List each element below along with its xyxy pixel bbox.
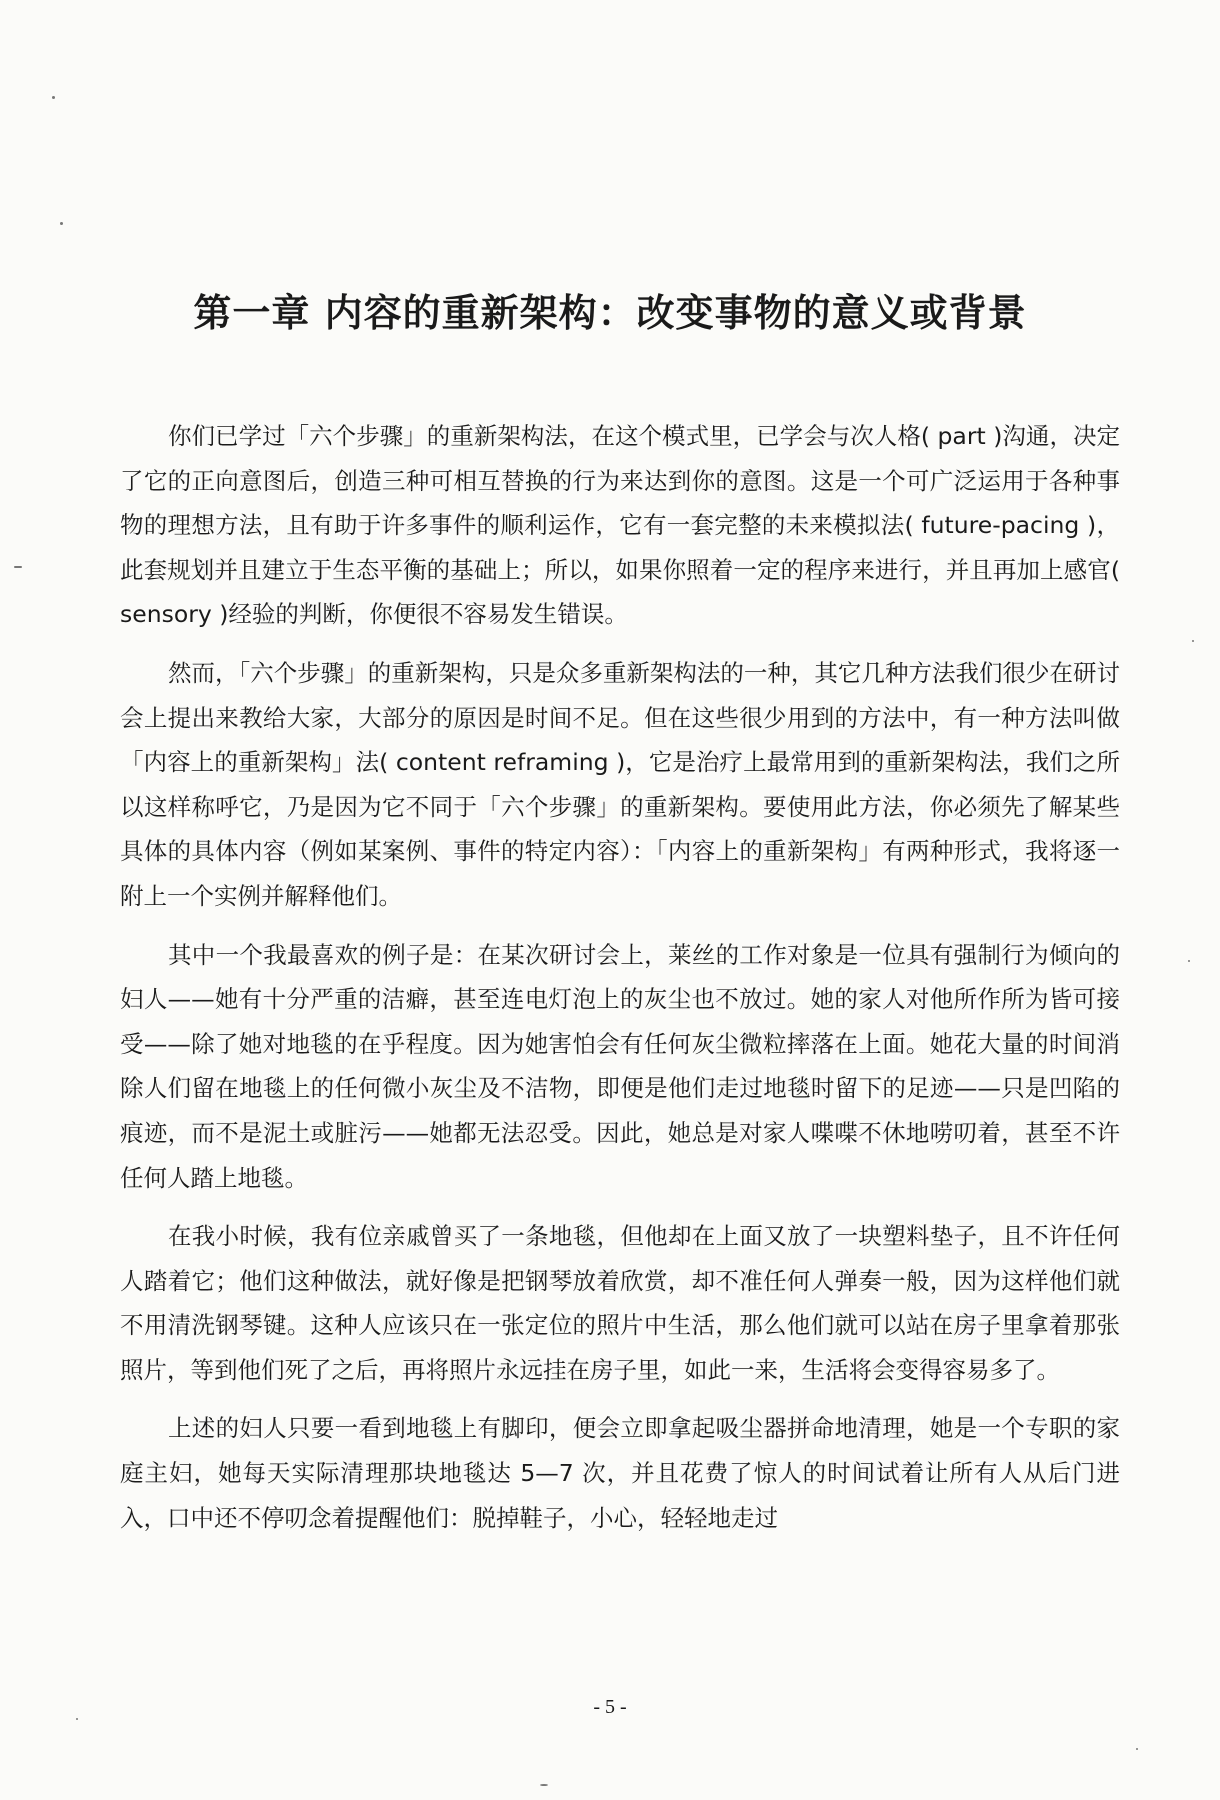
body-paragraph: 在我小时候，我有位亲戚曾买了一条地毯，但他却在上面又放了一块塑料垫子，且不许任何人踏着它；他们这种做法，就好像是把钢琴放着欣赏，却不准任何人弹奏一般，因为这样他们就不用清洗钢琴键。这种人应该只在一张定位的照片中生活，那么他们就可以站在房子里拿着那张照片，等到他们死了之后，再将照片永远挂在房子里，如此一来，生活将会变得容易多了。	[120, 1222, 1120, 1384]
scan-speck	[1136, 1748, 1138, 1750]
body-paragraph: 你们已学过「六个步骤」的重新架构法，在这个模式里，已学会与次人格( part )沟通，决定了它的正向意图后，创造三种可相互替换的行为来达到你的意图。这是一个可广泛运用于各种事物的理想方法，且有助于许多事件的顺利运作，它有一套完整的未来模拟法( future-pacing )，此套规划并且建立于生态平衡的基础上；所以，如果你照着一定的程序来进行，并且再加上感官( sensory )经验的判断，你便很不容易发生错误。	[120, 422, 1120, 629]
page-number: - 5 -	[593, 1696, 627, 1718]
scan-speck	[1192, 640, 1194, 642]
body-paragraph: 其中一个我最喜欢的例子是：在某次研讨会上，莱丝的工作对象是一位具有强制行为倾向的妇人——她有十分严重的洁癖，甚至连电灯泡上的灰尘也不放过。她的家人对他所作所为皆可接受——除了她对地毯的在乎程度。因为她害怕会有任何灰尘微粒摔落在上面。她花大量的时间消除人们留在地毯上的任何微小灰尘及不洁物，即便是他们走过地毯时留下的足迹——只是凹陷的痕迹，而不是泥土或脏污——她都无法忍受。因此，她总是对家人喋喋不休地唠叨着，甚至不许任何人踏上地毯。	[120, 940, 1120, 1192]
scan-speck	[14, 566, 22, 568]
scan-speck	[60, 222, 63, 225]
scan-speck	[1188, 960, 1190, 962]
scan-speck	[540, 1784, 548, 1786]
body-paragraph: 然而，「六个步骤」的重新架构，只是众多重新架构法的一种，其它几种方法我们很少在研讨会上提出来教给大家，大部分的原因是时间不足。但在这些很少用到的方法中，有一种方法叫做「内容上的重新架构」法( content reframing )，它是治疗上最常用到的重新架构法，我们之所以这样称呼它，乃是因为它不同于「六个步骤」的重新架构。要使用此方法，你必须先了解某些具体的具体内容（例如某案例、事件的特定内容）：「内容上的重新架构」有两种形式，我将逐一附上一个实例并解释他们。	[120, 658, 1120, 910]
body-paragraph: 上述的妇人只要一看到地毯上有脚印，便会立即拿起吸尘器拼命地清理，她是一个专职的家庭主妇，她每天实际清理那块地毯达 5—7 次，并且花费了惊人的时间试着让所有人从后门进入，口中还不停叨念着提醒他们：脱掉鞋子，小心，轻轻地走过	[120, 1414, 1120, 1532]
scan-speck	[52, 96, 55, 99]
chapter-body	[120, 414, 1120, 1554]
chapter-title: 第一章 内容的重新架构：改变事物的意义或背景	[193, 290, 1027, 335]
